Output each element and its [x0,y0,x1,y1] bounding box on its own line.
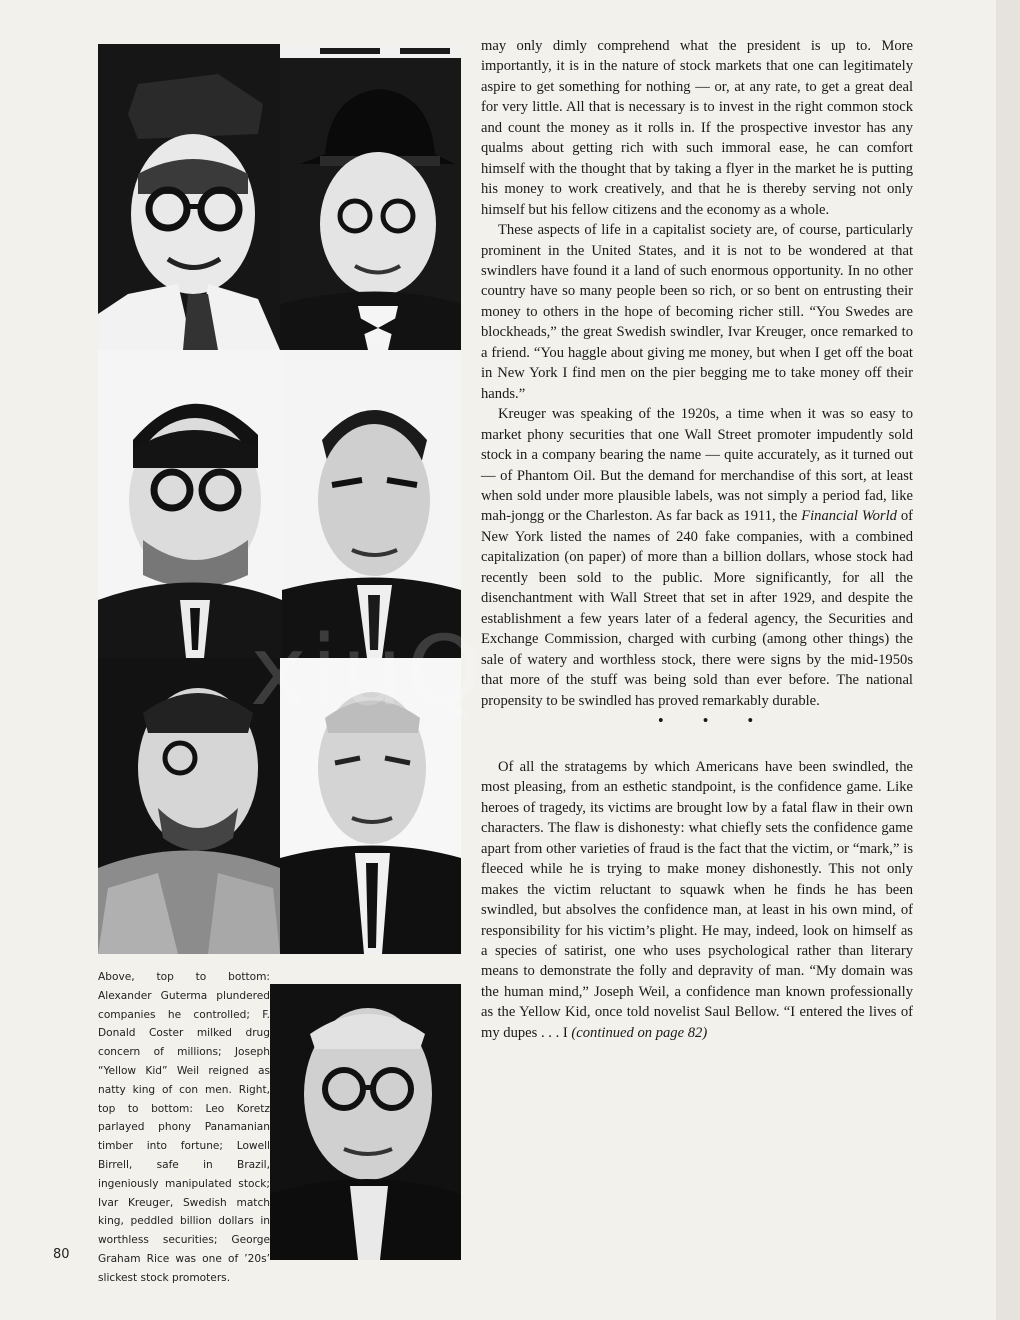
paragraph-3-end: of New York listed the names of 240 fake companies, with a combined capitalization (on paper) of more than a billion dollars, whose stock had recently been sold to the public. More significantly, for all the disenchantment with Wall Street that set in after 1929, and despite the establishment a few years later of a federal agency, the Securities and Exchange Commission, charged with curbing (among other things) the sale of watery and worthless stock, there were signs by the mid-1950s that more of the stuff was being sold than ever before. The national propensity to be swindled has proved remarkably durable. [481,508,913,709]
photo-f-donald-coster [98,350,282,658]
page-edge [996,0,1020,1320]
section-separator: • • • [658,712,771,729]
photo-joseph-weil [98,658,280,954]
paragraph-3 [481,404,913,711]
photo-george-graham-rice [270,954,461,1260]
paragraph-4-text: Of all the stratagems by which Americans have been swindled, the most pleasing, from an esthetic standpoint, is the confidence game. Like heroes of tragedy, its victims are brought low by a fatal flaw in their own characters. The flaw is dishonesty: what chiefly sets the confidence game apart from other varieties of fraud is the fact that the victim, or “mark,” is fleeced while he is trying to make money dishonestly. This not only makes the victim reluctant to squawk when he finds he has been swindled, but absolves the confidence man, at least in his own mind, of responsibility for his victim’s plight. He may, indeed, look on himself as a species of satirist, one who uses psychological rather than literary means to demonstrate the folly and depravity of man. “My domain was the human mind,” Joseph Weil, a confidence man known professionally as the Yellow Kid, once told novelist Saul Bellow. “I entered the lives of my dupes . . . I [481,758,913,1041]
article-body [481,36,913,1043]
photo-leo-koretz [280,44,461,350]
photo-lowell-birrell [282,350,461,658]
paragraph-2: These aspects of life in a capitalist society are, of course, particularly prominent in the United States, and it is not to be wondered at that swindlers have found it a land of such enormous opportunity. In no other country have so many people been so rich, or so bent on entrusting their money to others in the hope of becoming richer still. “You Swedes are blockheads,” the great Swedish swindler, Ivar Kreuger, once remarked to a friend. “You haggle about giving me money, but when I get off the boat in New York I find men on the pier begging me to take money off their hands.” [481,222,913,402]
photo-caption: Above, top to bottom: Alexander Guterma plundered companies he controlled; F. Donald Coster milked drug concern of millions; Joseph “Yellow Kid” Weil reigned as natty king of con men. Right, top to bottom: Leo Koretz parlayed phony Panamanian timber into fortune; Lowell Birrell, safe in Brazil, ingeniously manipulated stock; Ivar Kreuger, Swedish match king, peddled billion dollars in worthless securities; George Graham Rice was one of ’20s’ slickest stock promoters. [98,971,270,1284]
photo-ivar-kreuger [280,658,461,954]
photo-alexander-guterma [98,44,280,350]
page-number: 80 [53,1247,70,1262]
paragraph-3-start: Kreuger was speaking of the 1920s, a time when it was so easy to market phony securities that one Wall Street promoter impudently sold stock in a company bearing the name — quite accurately, as it turned out — of Phantom Oil. But the demand for merchandise of this sort, at least when sold under more plausible labels, was not simply a period fad, like mah-jongg or the Charleston. As far back as 1911, the [481,406,913,525]
paragraph-4 [481,757,913,1043]
publication-name: Financial World [801,508,897,525]
continued-note: (continued on page 82) [571,1024,708,1041]
paragraph-1: may only dimly comprehend what the president is up to. More importantly, it is in the nature of stock markets that one can legitimately aspire to get something for nothing — or, at any rate, to get a great deal for very little. All that is necessary is to invest in the right common stock and count the money as it rolls in. If the prospective investor has any qualms about getting rich with such immoral ease, he can comfort himself with the thought that by taking a flyer in the market he is putting his money to work creatively, and that he is thereby serving not only himself but his fellow citizens and the economy as a whole. [481,38,913,218]
